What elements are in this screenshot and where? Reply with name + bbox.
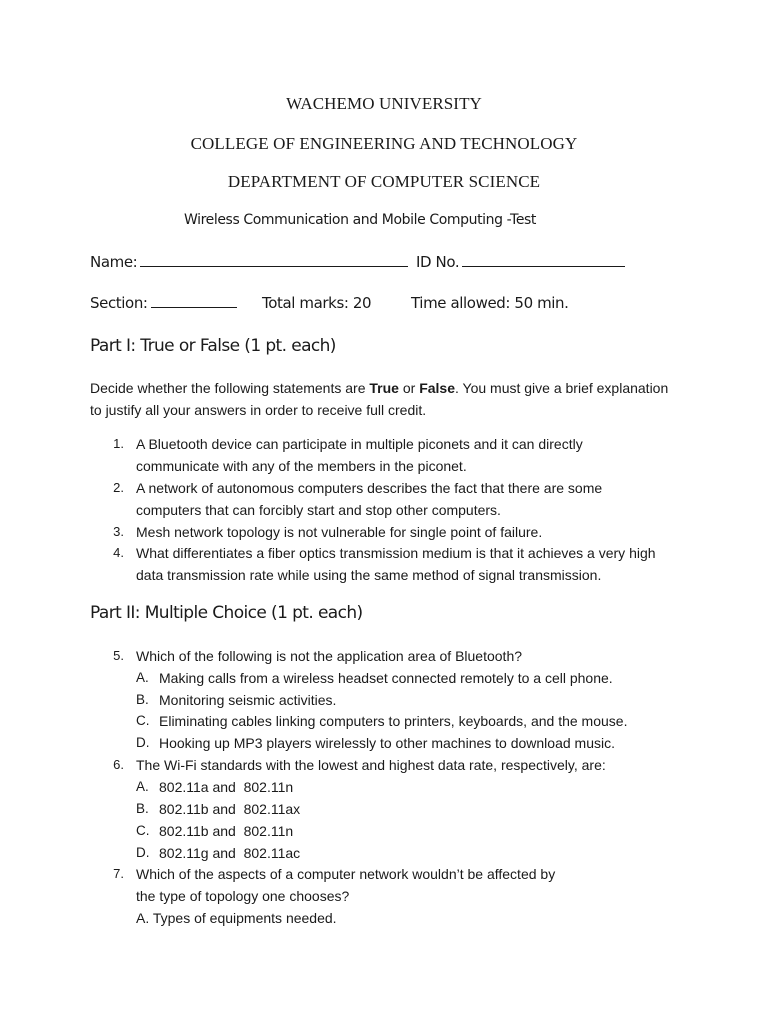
q5-option-b: Monitoring seismic activities.: [159, 692, 337, 708]
q3-number: 3.: [113, 524, 124, 539]
q6-option-a: 802.11a and 802.11n: [159, 779, 294, 795]
section-blank-line: [151, 306, 237, 308]
id-label: ID No.: [416, 253, 460, 271]
part1-instructions: Decide whether the following statements are True or False. You must give a brief explanation to justify all your answers in order to receive full credit.: [90, 380, 669, 418]
q6-option-d-letter: D.: [136, 845, 150, 860]
q5-option-b-letter: B.: [136, 692, 149, 707]
name-blank-line: [140, 265, 408, 267]
section-field: [90, 294, 237, 312]
time-allowed: Time allowed: 50 min.: [411, 294, 569, 312]
q5-option-c-letter: C.: [136, 713, 150, 728]
q5-option-d-letter: D.: [136, 735, 150, 750]
q4-text: What differentiates a fiber optics transmission medium is that it achieves a very high data transmission rate while using the same method of signal transmission.: [136, 545, 656, 583]
department-name: DEPARTMENT OF COMPUTER SCIENCE: [227, 172, 541, 191]
university-name: WACHEMO UNIVERSITY: [286, 94, 482, 113]
total-marks: Total marks: 20: [262, 294, 372, 312]
q6-option-b: 802.11b and 802.11ax: [159, 801, 301, 817]
q7-number: 7.: [113, 866, 124, 881]
name-field: [90, 253, 408, 271]
q3-text: Mesh network topology is not vulnerable for single point of failure.: [136, 524, 543, 540]
q1-text: A Bluetooth device can participate in multiple piconets and it can directly communicate with any of the members in the piconet.: [136, 436, 583, 474]
college-name: COLLEGE OF ENGINEERING AND TECHNOLOGY: [190, 134, 578, 153]
q7-text: Which of the aspects of a computer network wouldn’t be affected by the type of topology one chooses? A. Types of equipments needed.: [136, 863, 736, 929]
q7-option-a: A. Types of equipments needed.: [136, 910, 337, 926]
false-word: False: [419, 380, 455, 396]
q6-option-c-letter: C.: [136, 823, 150, 838]
true-word: True: [369, 380, 399, 396]
test-title: Wireless Communication and Mobile Computing -Test: [183, 212, 537, 228]
q6-option-c: 802.11b and 802.11n: [159, 823, 294, 839]
part1-title: Part I: True or False (1 pt. each): [90, 336, 336, 356]
section-label: Section:: [90, 294, 148, 312]
q5-number: 5.: [113, 648, 124, 663]
name-label: Name:: [90, 253, 138, 271]
q6-option-d: 802.11g and 802.11ac: [159, 845, 301, 861]
q5-option-a: Making calls from a wireless headset connected remotely to a cell phone.: [159, 670, 613, 686]
q2-number: 2.: [113, 480, 124, 495]
q1-number: 1.: [113, 436, 124, 451]
id-field: [416, 253, 625, 271]
q6-number: 6.: [113, 757, 124, 772]
q6-option-b-letter: B.: [136, 801, 149, 816]
q5-option-c: Eliminating cables linking computers to printers, keyboards, and the mouse.: [159, 713, 628, 729]
q4-number: 4.: [113, 545, 124, 560]
q6-text: The Wi-Fi standards with the lowest and highest data rate, respectively, are:: [136, 757, 606, 773]
q5-option-d: Hooking up MP3 players wirelessly to other machines to download music.: [159, 735, 615, 751]
q5-text: Which of the following is not the application area of Bluetooth?: [136, 648, 523, 664]
id-blank-line: [462, 265, 625, 267]
q6-option-a-letter: A.: [136, 779, 149, 794]
q5-option-a-letter: A.: [136, 670, 149, 685]
part2-title: Part II: Multiple Choice (1 pt. each): [90, 603, 363, 623]
q2-text: A network of autonomous computers describes the fact that there are some computers that can forcibly start and stop other computers.: [136, 480, 603, 518]
